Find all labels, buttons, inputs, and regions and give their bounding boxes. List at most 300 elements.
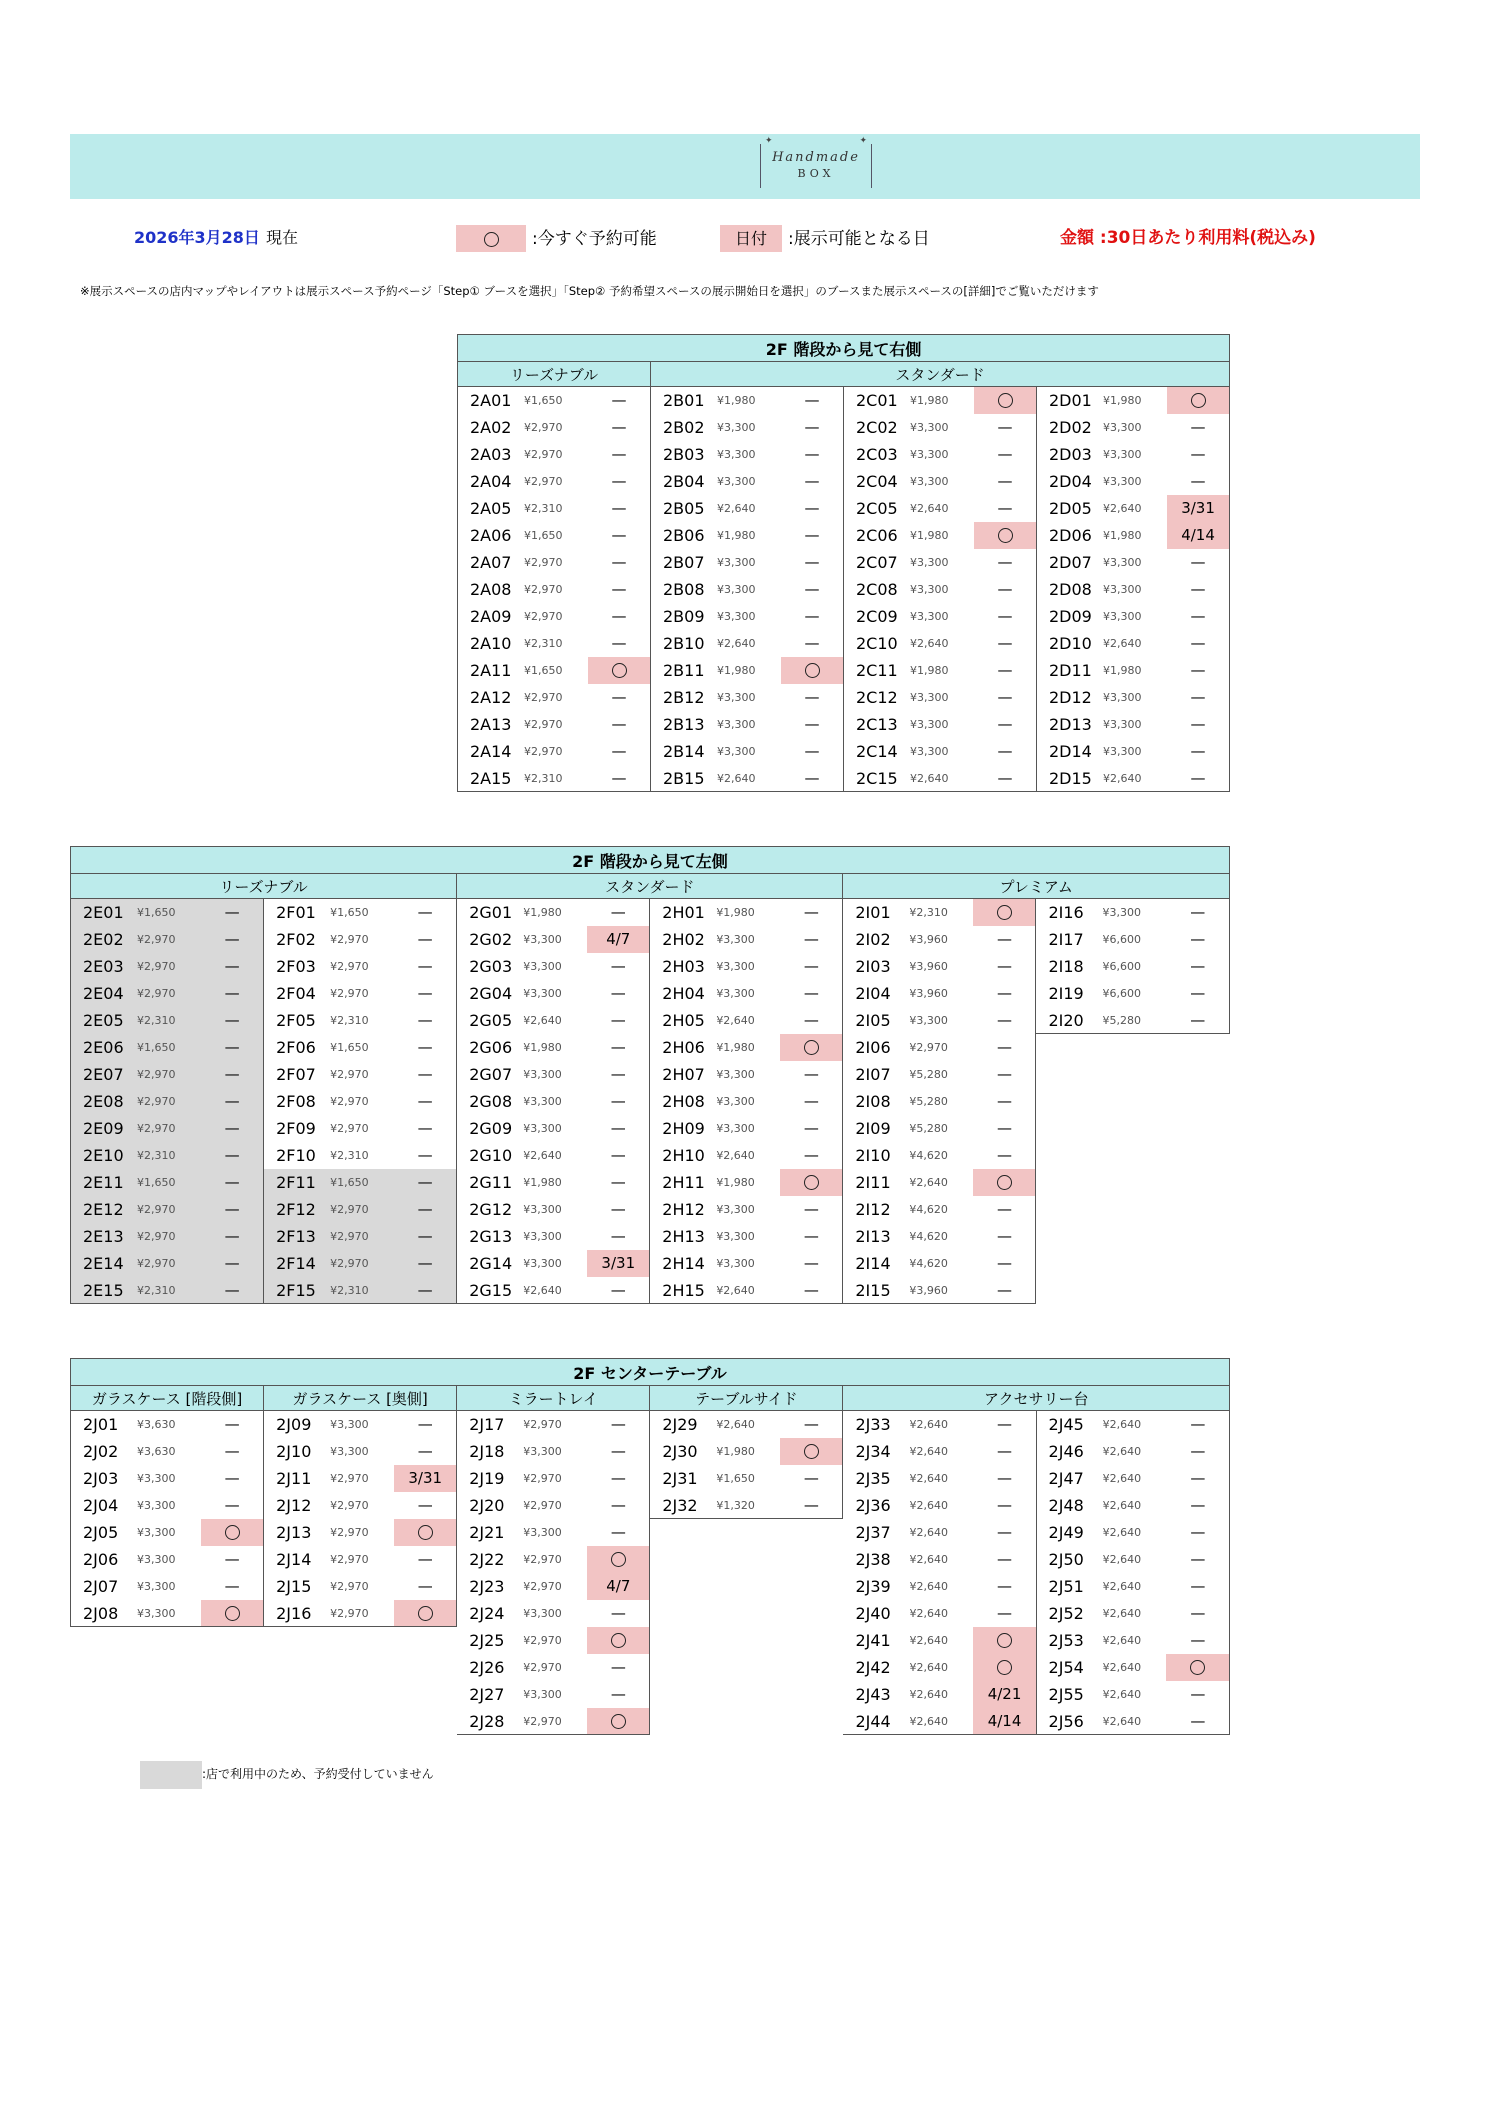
booth-price: ¥2,970 [133,1196,201,1223]
booth-price: ¥2,640 [1102,1633,1142,1647]
booth-price: ¥3,960 [905,1277,973,1304]
booth-status: — [974,414,1037,441]
booth-status: — [1166,1681,1229,1708]
booth-status: 4/14 [973,1708,1036,1735]
available-circle-icon [418,1606,433,1621]
booth-price: ¥3,300 [910,717,949,731]
booth-code: 2I04 [843,980,905,1007]
booth-status: — [588,495,651,522]
booth-status: — [1166,926,1229,953]
booth-price: ¥1,980 [716,905,755,919]
booth-code: 2I06 [843,1034,905,1061]
booth-code: 2J10 [264,1438,326,1465]
booth-price: ¥2,970 [909,1040,948,1054]
booth-status: — [973,1007,1036,1034]
booth-status: — [588,765,651,792]
booth-code: 2A03 [458,441,520,468]
booth-status: — [781,711,844,738]
booth-code: 2F09 [264,1115,326,1142]
booth-code: 2E08 [71,1088,133,1115]
table-row [71,899,1230,926]
booth-price: ¥2,640 [905,1708,973,1735]
date-key: 日付 [720,225,782,252]
section-center-table [70,1358,1230,1735]
booth-code: 2B01 [651,387,713,414]
available-circle-icon [612,663,627,678]
booth-code: 2J33 [843,1411,905,1438]
booth-code: 2H01 [650,899,712,926]
booth-price: ¥2,640 [909,1498,948,1512]
booth-price: ¥2,970 [524,717,563,731]
booth-code: 2C06 [844,522,906,549]
table-row [71,1061,1230,1088]
group-header: ガラスケース [階段側] [71,1386,264,1411]
booth-code: 2C10 [844,630,906,657]
booth-price: ¥3,300 [717,690,756,704]
booth-price: ¥3,300 [523,1202,562,1216]
booth-price: ¥3,300 [523,932,562,946]
booth-code: 2C04 [844,468,906,495]
booth-code: 2E01 [71,899,133,926]
booth-status: — [587,1438,650,1465]
booth-status: — [201,1034,264,1061]
table-row [71,1708,1230,1735]
booth-code: 2J02 [71,1438,133,1465]
booth-code: 2D13 [1037,711,1099,738]
table-row [458,657,1230,684]
booth-status: — [587,980,650,1007]
booth-status [781,657,844,684]
booth-status: — [587,1681,650,1708]
booth-status: — [1167,684,1230,711]
booth-price: ¥1,320 [712,1492,780,1519]
booth-code: 2A01 [458,387,520,414]
booth-price: ¥1,980 [716,1040,755,1054]
booth-price: ¥3,300 [1102,905,1141,919]
booth-price: ¥3,300 [137,1525,176,1539]
booth-code: 2J13 [264,1519,326,1546]
booth-status: — [587,899,650,926]
booth-code: 2J08 [71,1600,133,1627]
booth-price: ¥2,970 [330,959,369,973]
booth-code: 2J46 [1036,1438,1098,1465]
booth-status [974,522,1037,549]
booth-status [588,657,651,684]
booth-price: ¥2,970 [326,1196,394,1223]
available-circle-icon [804,1175,819,1190]
booth-code: 2A07 [458,549,520,576]
booth-status: — [973,1142,1036,1169]
booth-status: — [780,1250,843,1277]
booth-code: 2D02 [1037,414,1099,441]
booth-price: ¥1,980 [523,1175,562,1189]
booth-code: 2J52 [1036,1600,1098,1627]
booth-code: 2D09 [1037,603,1099,630]
booth-status: — [394,1438,457,1465]
booth-price: ¥2,310 [133,1007,201,1034]
booth-status: — [587,1007,650,1034]
booth-code: 2I20 [1036,1007,1098,1034]
booth-code: 2G04 [457,980,519,1007]
booth-code: 2J34 [843,1438,905,1465]
booth-price: ¥1,980 [523,1040,562,1054]
booth-status: — [201,1115,264,1142]
booth-price: ¥2,970 [523,1498,562,1512]
booth-price: ¥2,970 [326,1250,394,1277]
table-row [458,414,1230,441]
booth-status: — [587,1061,650,1088]
group-header: スタンダード [457,874,843,899]
group-header: ミラートレイ [457,1386,650,1411]
available-circle-icon [997,1633,1012,1648]
booth-price: ¥1,980 [717,393,756,407]
booth-status: — [1167,603,1230,630]
booth-price: ¥3,300 [523,1687,562,1701]
table-row [458,495,1230,522]
booth-status: — [201,1061,264,1088]
booth-price: ¥3,300 [716,1229,755,1243]
booth-price: ¥1,980 [523,905,562,919]
booth-price: ¥2,970 [523,1660,562,1674]
booth-status: — [394,1546,457,1573]
booth-status: — [1167,630,1230,657]
booth-status: — [780,899,843,926]
booth-price: ¥1,650 [133,899,201,926]
booth-code: 2G03 [457,953,519,980]
booth-status: — [780,1007,843,1034]
booth-status: — [780,1465,843,1492]
booth-price: ¥3,300 [137,1579,176,1593]
grey-swatch [140,1761,202,1789]
booth-code: 2I07 [843,1061,905,1088]
booth-price: ¥2,310 [330,1148,369,1162]
section-title: 2F 階段から見て右側 [458,335,1230,362]
available-circle-icon [611,1552,626,1567]
booth-code: 2E11 [71,1169,133,1196]
booth-status: 3/31 [587,1250,650,1277]
booth-code: 2J25 [457,1627,519,1654]
booth-status: — [1166,1465,1229,1492]
booth-status: — [781,468,844,495]
booth-status [587,1627,650,1654]
booth-status: 4/21 [973,1681,1036,1708]
booth-price: ¥3,300 [1103,582,1142,596]
booth-price: ¥3,300 [1103,474,1142,488]
booth-price: ¥3,300 [330,1417,369,1431]
table-row [71,980,1230,1007]
booth-price: ¥2,970 [133,1115,201,1142]
booth-price: ¥2,640 [909,1417,948,1431]
booth-code: 2C01 [844,387,906,414]
booth-status: — [394,1142,457,1169]
booth-price: ¥1,980 [910,528,949,542]
table-row [458,684,1230,711]
group-header: ガラスケース [奥側] [264,1386,457,1411]
available-circle-icon [998,393,1013,408]
booth-status: — [780,1223,843,1250]
booth-code: 2J17 [457,1411,519,1438]
available-circle-icon [1190,1660,1205,1675]
available-circle-icon [804,1040,819,1055]
booth-price: ¥2,970 [330,1552,369,1566]
booth-code: 2J26 [457,1654,519,1681]
booth-status: — [780,980,843,1007]
booth-status [1167,387,1230,414]
booth-status: — [587,1492,650,1519]
booth-price: ¥1,980 [1103,393,1142,407]
table-row [458,441,1230,468]
booth-code: 2F15 [264,1277,326,1304]
available-circle-icon [611,1633,626,1648]
booth-status: — [781,522,844,549]
group-header: プレミアム [843,874,1230,899]
booth-price: ¥2,640 [717,501,756,515]
booth-price: ¥2,640 [1102,1660,1142,1674]
booth-code: 2J56 [1036,1708,1098,1735]
booth-price: ¥3,300 [1103,717,1142,731]
booth-price: ¥2,970 [519,1708,587,1735]
booth-price: ¥2,970 [523,1417,562,1431]
booth-status: — [588,468,651,495]
table-row [71,1142,1230,1169]
booth-code: 2H06 [650,1034,712,1061]
booth-price: ¥4,620 [909,1148,948,1162]
booth-status: — [201,1277,264,1304]
booth-price: ¥3,300 [523,959,562,973]
booth-code: 2J14 [264,1546,326,1573]
booth-price: ¥3,300 [910,690,949,704]
booth-code: 2H08 [650,1088,712,1115]
booth-status: — [588,414,651,441]
booth-status: — [974,468,1037,495]
booth-status: 4/7 [587,1573,650,1600]
table-row [458,522,1230,549]
booth-code: 2J30 [650,1438,712,1465]
booth-status [974,387,1037,414]
booth-price: ¥2,640 [1098,1708,1166,1735]
booth-code: 2B12 [651,684,713,711]
booth-price: ¥2,640 [910,501,949,515]
booth-status: — [201,1438,264,1465]
booth-status: — [781,441,844,468]
booth-code: 2J53 [1036,1627,1098,1654]
booth-status: — [588,684,651,711]
booth-code: 2I15 [843,1277,905,1304]
booth-code: 2B07 [651,549,713,576]
booth-price: ¥2,970 [133,980,201,1007]
booth-code: 2G08 [457,1088,519,1115]
booth-price: ¥3,960 [909,932,948,946]
table-row [71,926,1230,953]
section-left-side [70,846,1230,1304]
booth-price: ¥1,980 [717,663,756,677]
booth-status: — [780,953,843,980]
booth-price: ¥3,300 [716,1256,755,1270]
booth-price: ¥1,650 [133,1169,201,1196]
booth-status: — [781,603,844,630]
booth-status [394,1519,457,1546]
booth-status [201,1600,264,1627]
booth-price: ¥1,650 [716,1471,755,1485]
booth-price: ¥2,970 [133,953,201,980]
booth-status: — [587,1223,650,1250]
booth-code: 2J36 [843,1492,905,1519]
booth-status: — [201,1573,264,1600]
booth-code: 2J35 [843,1465,905,1492]
booth-status: — [394,1169,457,1196]
available-circle-icon [804,1444,819,1459]
booth-status: — [780,1088,843,1115]
booth-code: 2G01 [457,899,519,926]
booth-code: 2D12 [1037,684,1099,711]
booth-code: 2E15 [71,1277,133,1304]
booth-code: 2F10 [264,1142,326,1169]
booth-price: ¥2,640 [712,1277,780,1304]
booth-price: ¥3,300 [717,447,756,461]
booth-code: 2I18 [1036,953,1098,980]
booth-price: ¥3,960 [909,986,948,1000]
booth-code: 2J19 [457,1465,519,1492]
booth-status [973,1169,1036,1196]
booth-price: ¥3,630 [137,1417,176,1431]
booth-code: 2J01 [71,1411,133,1438]
booth-code: 2J06 [71,1546,133,1573]
booth-status: — [1166,1492,1229,1519]
booth-price: ¥2,310 [909,905,948,919]
booth-price: ¥2,970 [330,1121,369,1135]
booth-price: ¥5,280 [909,1094,948,1108]
booth-price: ¥3,300 [910,447,949,461]
booth-status: — [201,1088,264,1115]
now-label: 現在 [265,228,298,247]
booth-code: 2J49 [1036,1519,1098,1546]
booth-status: — [780,1492,843,1519]
table-row [71,1411,1230,1438]
booth-status: — [587,1654,650,1681]
booth-status: — [973,953,1036,980]
booth-status: — [588,576,651,603]
booth-price: ¥2,970 [133,1088,201,1115]
booth-price: ¥2,970 [330,1498,369,1512]
booth-status [973,1654,1036,1681]
booth-status: — [201,1007,264,1034]
booth-status: — [974,711,1037,738]
legend-date: 日付 :展示可能となる日 [720,224,930,252]
booth-status: — [973,1492,1036,1519]
booth-status: — [587,1169,650,1196]
table-row [71,1196,1230,1223]
group-header: スタンダード [651,362,1230,387]
booth-price: ¥2,310 [330,1013,369,1027]
booth-price: ¥3,300 [716,959,755,973]
booth-status: — [781,684,844,711]
table-row [71,1034,1230,1061]
booth-status [973,1627,1036,1654]
booth-code: 2J48 [1036,1492,1098,1519]
booth-status: — [1167,738,1230,765]
table-row [71,1654,1230,1681]
booth-status: — [781,765,844,792]
booth-code: 2J38 [843,1546,905,1573]
booth-status: 4/14 [1167,522,1230,549]
booth-status: — [588,711,651,738]
booth-status: — [587,953,650,980]
booth-code: 2D06 [1037,522,1099,549]
booth-code: 2J15 [264,1573,326,1600]
booth-status: — [587,1088,650,1115]
booth-price: ¥2,640 [1102,1579,1142,1593]
booth-price: ¥3,300 [133,1600,201,1627]
booth-code: 2J37 [843,1519,905,1546]
booth-price: ¥2,970 [524,582,563,596]
booth-code: 2G07 [457,1061,519,1088]
booth-code: 2E03 [71,953,133,980]
booth-code: 2J07 [71,1573,133,1600]
booth-code: 2E14 [71,1250,133,1277]
booth-code: 2I05 [843,1007,905,1034]
booth-price: ¥2,640 [1102,1525,1142,1539]
booth-status: — [781,738,844,765]
booth-code: 2D05 [1037,495,1099,522]
booth-price: ¥2,970 [330,1471,369,1485]
booth-price: ¥2,640 [910,636,949,650]
booth-code: 2J45 [1036,1411,1098,1438]
booth-code: 2A05 [458,495,520,522]
booth-code: 2I02 [843,926,905,953]
booth-code: 2A09 [458,603,520,630]
booth-code: 2B10 [651,630,713,657]
booth-code: 2B11 [651,657,713,684]
booth-status: — [394,1277,457,1304]
booth-status: — [588,603,651,630]
table-row [71,1600,1230,1627]
booth-price: ¥3,300 [523,1606,562,1620]
booth-status: — [1167,765,1230,792]
booth-price: ¥4,620 [909,1256,948,1270]
booth-price: ¥3,300 [523,1444,562,1458]
booth-price: ¥2,640 [909,1687,948,1701]
booth-price: ¥1,980 [716,1175,755,1189]
booth-price: ¥3,300 [137,1552,176,1566]
booth-status: — [587,1465,650,1492]
booth-price: ¥2,640 [716,1013,755,1027]
price-note: 金額 :30日あたり利用料(税込み) [1060,228,1316,248]
booth-code: 2B08 [651,576,713,603]
booth-code: 2J39 [843,1573,905,1600]
booth-code: 2C15 [844,765,906,792]
booth-price: ¥3,300 [1103,447,1142,461]
booth-status: — [587,1600,650,1627]
booth-price: ¥1,650 [524,663,563,677]
bottom-legend-text: :店で利用中のため、予約受付していません [202,1767,434,1781]
booth-status: — [1167,549,1230,576]
booth-status: — [780,1411,843,1438]
booth-code: 2E13 [71,1223,133,1250]
table-row [458,468,1230,495]
table-row [71,953,1230,980]
booth-status: — [974,549,1037,576]
booth-code: 2C08 [844,576,906,603]
booth-code: 2G12 [457,1196,519,1223]
booth-price: ¥3,300 [523,1121,562,1135]
booth-status: — [588,630,651,657]
booth-status: — [1166,1573,1229,1600]
booth-price: ¥2,970 [133,1061,201,1088]
booth-price: ¥2,970 [330,986,369,1000]
booth-code: 2D10 [1037,630,1099,657]
booth-status: — [973,1573,1036,1600]
booth-price: ¥2,970 [330,1525,369,1539]
